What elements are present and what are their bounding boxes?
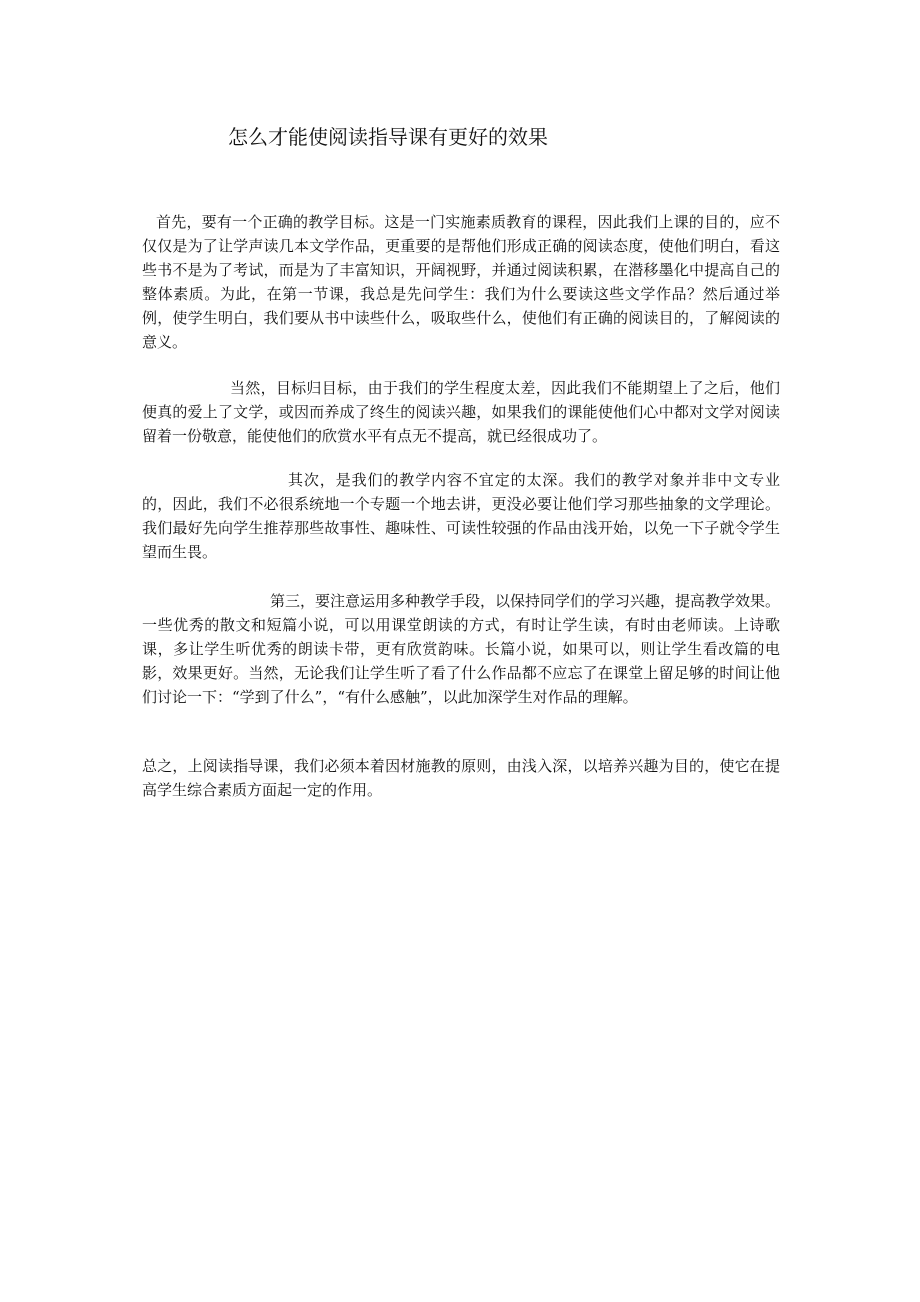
document-title: 怎么才能使阅读指导课有更好的效果 — [228, 125, 548, 149]
paragraph-realistic-expectation: 当然，目标归目标，由于我们的学生程度太差，因此我们不能期望上了之后，他们便真的爱上了文学，或因而养成了终生的阅读兴趣，如果我们的课能使他们心中都对文学对阅读留着一份敬意，能使他们的欣赏水平有点无不提高，就已经很成功了。 — [142, 379, 780, 445]
paragraph-content-depth: 其次，是我们的教学内容不宜定的太深。我们的教学对象并非中文专业的，因此，我们不必很系统地一个专题一个地去讲，更没必要让他们学习那些抽象的文学理论。我们最好先向学生推荐那些故事性、趣味性、可读性较强的作品由浅开始，以免一下子就令学生望而生畏。 — [142, 471, 780, 561]
paragraph-conclusion: 总之，上阅读指导课，我们必须本着因材施教的原则，由浅入深，以培养兴趣为目的，使它在提高学生综合素质方面起一定的作用。 — [142, 757, 780, 799]
paragraph-teaching-methods: 第三，要注意运用多种教学手段，以保持同学们的学习兴趣，提高教学效果。一些优秀的散文和短篇小说，可以用课堂朗读的方式，有时让学生读，有时由老师读。上诗歌课，多让学生听优秀的朗读卡带，更有欣赏韵味。长篇小说，如果可以，则让学生看改篇的电影，效果更好。当然，无论我们让学生听了看了什么作品都不应忘了在课堂上留足够的时间让他们讨论一下：“学到了什么”，“有什么感触”，以此加深学生对作品的理解。 — [142, 592, 781, 706]
paragraph-teaching-goal: 首先，要有一个正确的教学目标。这是一门实施素质教育的课程，因此我们上课的目的，应不仅仅是为了让学声读几本文学作品，更重要的是帮他们形成正确的阅读态度，使他们明白，看这些书不是为了考试，而是为了丰富知识，开阔视野，并通过阅读积累，在潜移墨化中提高自己的整体素质。为此，在第一节课，我总是先问学生：我们为什么要读这些文学作品？然后通过举例，使学生明白，我们要从书中读些什么，吸取些什么，使他们有正确的阅读目的，了解阅读的意义。 — [142, 213, 780, 351]
